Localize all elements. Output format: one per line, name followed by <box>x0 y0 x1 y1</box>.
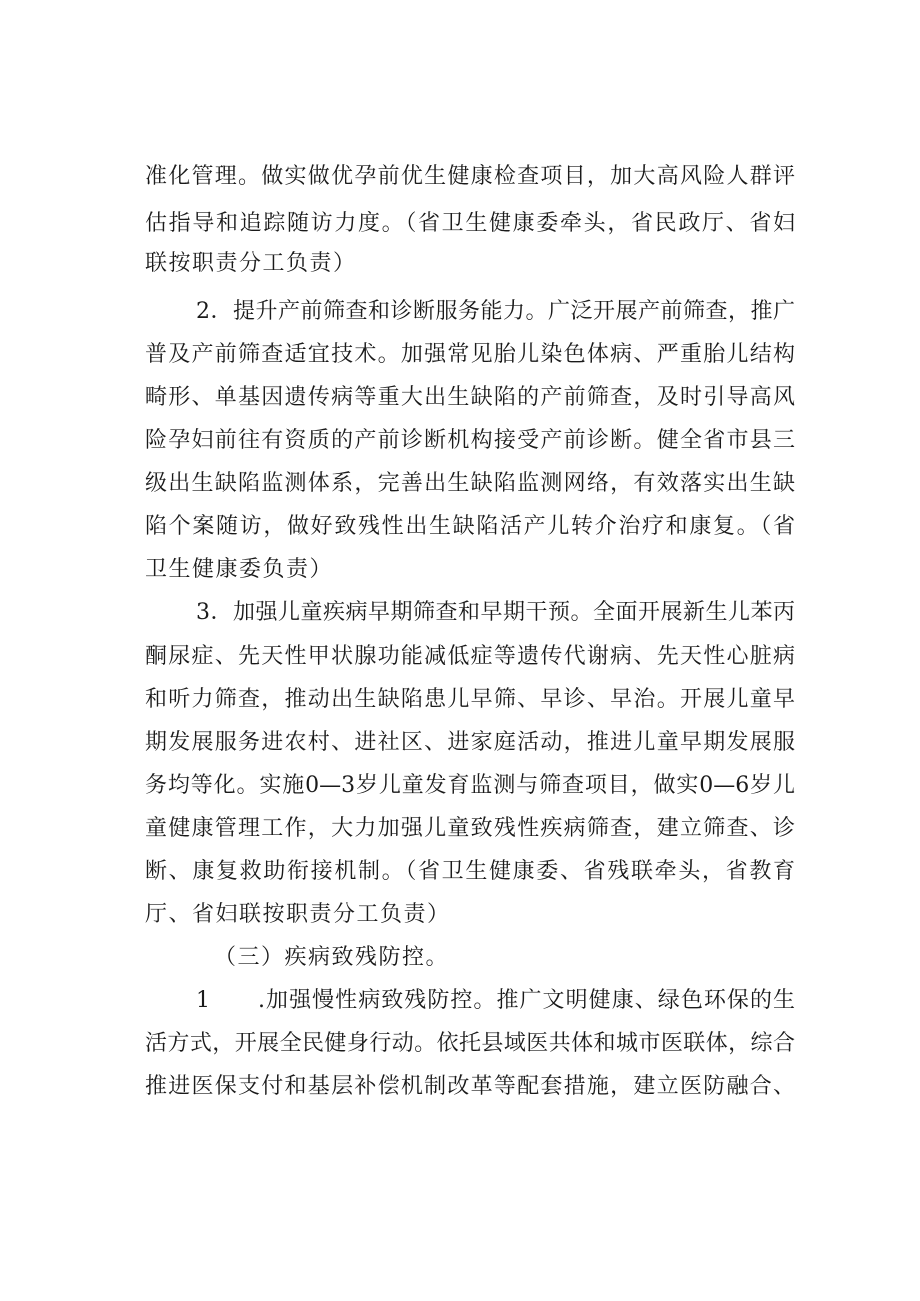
paragraph-line: 陷个案随访，做好致残性出生缺陷活产儿转介治疗和康复。（省 <box>145 514 795 539</box>
section-heading: （三）疾病致残防控。 <box>214 945 450 970</box>
paragraph-line: 3．加强儿童疾病早期筛查和早期干预。全面开展新生儿苯丙 <box>196 600 795 625</box>
paragraph-line: 和听力筛查，推动出生缺陷患儿早筛、早诊、早治。开展儿童早 <box>145 687 795 712</box>
paragraph-line: 童健康管理工作，大力加强儿童致残性疾病筛查，建立筛查、诊 <box>145 816 795 841</box>
paragraph-line: 险孕妇前往有资质的产前诊断机构接受产前诊断。健全省市县三 <box>145 428 795 453</box>
paragraph-line: 期发展服务进农村、进社区、进家庭活动，推进儿童早期发展服 <box>145 730 795 755</box>
paragraph-line: .加强慢性病致残防控。推广文明健康、绿色环保的生 <box>258 988 795 1013</box>
paragraph-line: 活方式，开展全民健身行动。依托县域医共体和城市医联体，综合 <box>145 1031 795 1056</box>
paragraph-line: 酮尿症、先天性甲状腺功能减低症等遗传代谢病、先天性心脏病 <box>145 644 795 669</box>
paragraph-line: 断、康复救助衔接机制。（省卫生健康委、省残联牵头，省教育 <box>145 859 795 884</box>
paragraph-line: 准化管理。做实做优孕前优生健康检查项目，加大高风险人群评 <box>145 164 795 189</box>
item-number: 1 <box>196 988 210 1013</box>
paragraph-line: 务均等化。实施0—3岁儿童发育监测与筛查项目，做实0—6岁儿 <box>145 773 795 798</box>
paragraph-line: 级出生缺陷监测体系，完善出生缺陷监测网络，有效落实出生缺 <box>145 471 795 496</box>
paragraph-line: 畸形、单基因遗传病等重大出生缺陷的产前筛查，及时引导高风 <box>145 385 795 410</box>
paragraph-line: 2．提升产前筛查和诊断服务能力。广泛开展产前筛查，推广 <box>196 299 795 324</box>
paragraph-line: 估指导和追踪随访力度。（省卫生健康委牵头，省民政厅、省妇 <box>145 211 795 236</box>
paragraph-line: 普及产前筛查适宜技术。加强常见胎儿染色体病、严重胎儿结构 <box>145 342 795 367</box>
paragraph-line: 厅、省妇联按职责分工负责） <box>145 902 451 927</box>
paragraph-line: 联按职责分工负责） <box>145 251 357 276</box>
paragraph-line: 卫生健康委负责） <box>145 557 334 582</box>
paragraph-line: 推进医保支付和基层补偿机制改革等配套措施，建立医防融合、 <box>145 1074 795 1099</box>
